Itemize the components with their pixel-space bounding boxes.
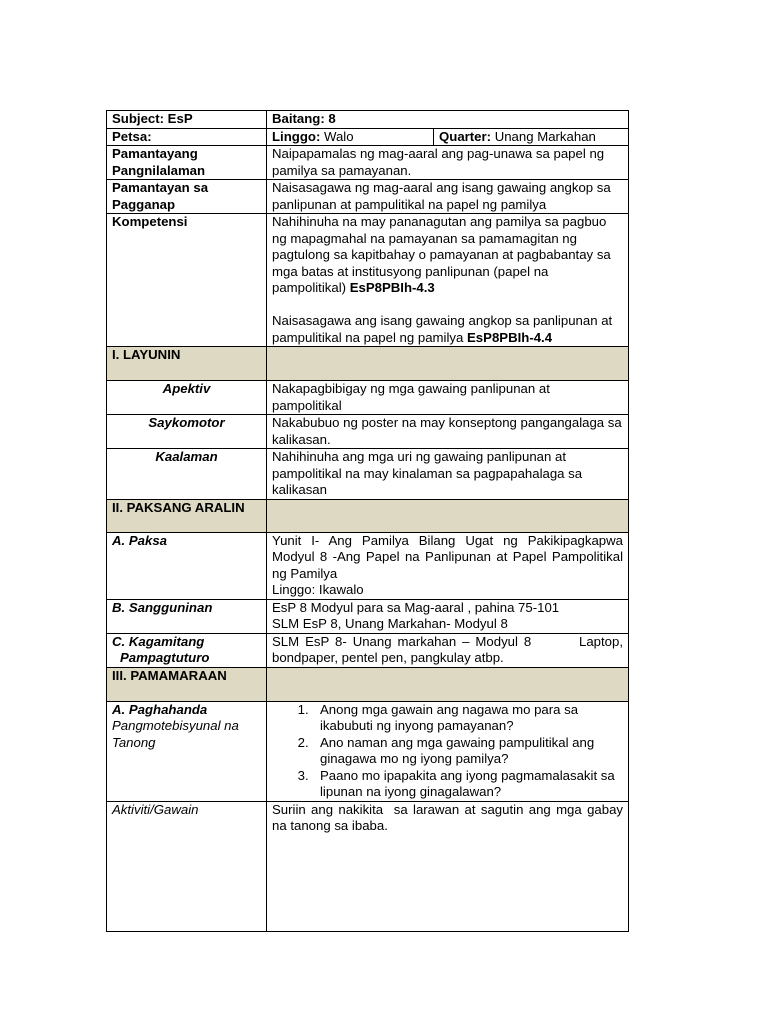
kompetensi-label: Kompetensi	[107, 214, 267, 347]
paksang-aralin-heading: II. PAKSANG ARALIN	[107, 499, 267, 532]
pamantayan-sa-pagganap-label	[107, 180, 267, 214]
kompetensi-text	[267, 214, 629, 347]
layunin-heading-blank	[267, 347, 629, 381]
paksa-row	[107, 532, 629, 599]
sanggunian-row	[107, 599, 629, 633]
quarter-value: Unang Markahan	[491, 128, 596, 144]
kompetensi-text-1: Nahihinuha na may pananagutan ang pamilya sa pagbuo ng mapagmahal na pamayanan sa pamamagitan ng pagtulong sa kapitbahay o pamayanan at pagbabantay sa mga batas at institusyong panlipunan (papel na pampolitikal)	[272, 214, 611, 295]
question-item: 1. Anong mga gawain ang nagawa mo para sa ikabubuti ng inyong pamayanan?	[316, 702, 623, 735]
header-row-1	[107, 111, 629, 129]
paksa-line-1: Yunit I- Ang Pamilya Bilang Ugat ng Pakikipagkapwa Modyul 8 -Ang Papel na Panlipunan at Papel Pampolitikal ng Pamilya	[272, 532, 623, 581]
paghahanda-label-cell	[107, 701, 267, 801]
pamamaraan-heading: III. PAMAMARAAN	[107, 667, 267, 701]
paghahanda-sub: Pangmotebisyunal na Tanong	[112, 718, 239, 750]
paksang-aralin-heading-blank	[267, 499, 629, 532]
paksa-label: A. Paksa	[107, 532, 267, 599]
kompetensi-code-1: EsP8PBIh-4.3	[349, 280, 435, 295]
kagamitan-label	[107, 633, 267, 667]
question-item: 2. Ano naman ang mga gawaing pampulitikal ang ginagawa mo ng iyong pamilya?	[316, 735, 623, 768]
question-item: 3. Paano mo ipapakita ang iyong pagmamalasakit sa lipunan na iyong ginagalawan?	[316, 768, 623, 801]
saykomotor-row	[107, 415, 629, 449]
linggo-value: Walo	[320, 128, 354, 144]
pamantayan-sa-pagganap-text: Naisasagawa ng mag-aaral ang isang gawaing angkop sa panlipunan at pampulitikal na papel ng pamilya	[267, 180, 629, 214]
quarter-label: Quarter:	[439, 128, 492, 144]
quarter-cell	[434, 128, 629, 146]
paksa-text	[267, 532, 629, 599]
questions-list	[272, 702, 623, 801]
petsa-cell: Petsa:	[107, 128, 267, 146]
sanggunian-line-2: SLM EsP 8, Unang Markahan- Modyul 8	[272, 616, 508, 631]
label-line: C. Kagamitang	[112, 633, 205, 649]
label-line: Pamantayan sa	[112, 180, 209, 195]
sanggunian-line-1: EsP 8 Modyul para sa Mag-aaral , pahina 75-101	[272, 599, 560, 615]
sanggunian-label: B. Sangguninan	[107, 599, 267, 633]
pamamaraan-heading-blank	[267, 667, 629, 701]
header-row-2	[107, 128, 629, 146]
kaalaman-row	[107, 449, 629, 500]
apektiv-label: Apektiv	[107, 381, 267, 415]
paksa-line-2: Linggo: Ikawalo	[272, 582, 364, 597]
paksang-aralin-heading-row	[107, 499, 629, 532]
baitang-cell: Baitang: 8	[267, 111, 629, 129]
kompetensi-row	[107, 214, 629, 347]
saykomotor-label: Saykomotor	[107, 415, 267, 449]
apektiv-row	[107, 381, 629, 415]
pamantayan-sa-pagganap-row	[107, 180, 629, 214]
subject-cell: Subject: EsP	[107, 111, 267, 129]
pamantayang-pangnilalaman-row	[107, 146, 629, 180]
saykomotor-text: Nakabubuo ng poster na may konseptong pangangalaga sa kalikasan.	[267, 415, 629, 449]
sanggunian-text	[267, 599, 629, 633]
kagamitan-row	[107, 633, 629, 667]
label-line: Pangnilalaman	[112, 162, 206, 178]
aktiviti-text: Suriin ang nakikita sa larawan at sagutin ang mga gabay na tanong sa ibaba.	[267, 801, 629, 931]
pamamaraan-heading-row	[107, 667, 629, 701]
label-line: Pagganap	[112, 196, 176, 212]
pamantayang-pangnilalaman-label	[107, 146, 267, 180]
label-line: Pampagtuturo	[120, 650, 210, 665]
kagamitan-text: SLM EsP 8- Unang markahan – Modyul 8 Laptop, bondpaper, pentel pen, pangkulay atbp.	[267, 633, 629, 667]
linggo-cell	[267, 128, 434, 146]
layunin-heading-row	[107, 347, 629, 381]
lesson-plan-table	[106, 110, 629, 932]
kompetensi-code-2: EsP8PBIh-4.4	[467, 329, 553, 345]
aktiviti-row	[107, 801, 629, 931]
layunin-heading: I. LAYUNIN	[107, 347, 267, 381]
kaalaman-label: Kaalaman	[107, 449, 267, 500]
apektiv-text: Nakapagbibigay ng mga gawaing panlipunan at pampolitikal	[267, 381, 629, 415]
aktiviti-label: Aktiviti/Gawain	[107, 801, 267, 931]
questions-cell	[267, 701, 629, 801]
kaalaman-text: Nahihinuha ang mga uri ng gawaing panlipunan at pampolitikal na may kinalaman sa pagpapahalaga sa kalikasan	[267, 449, 629, 500]
paghahanda-label: A. Paghahanda	[112, 701, 208, 717]
label-line: Pamantayang	[112, 146, 198, 161]
paghahanda-row	[107, 701, 629, 801]
linggo-label: Linggo:	[272, 128, 321, 144]
kompetensi-text-2: Naisasagawa ang isang gawaing angkop sa panlipunan at pampulitikal na papel ng pamilya	[272, 313, 613, 345]
pamantayang-pangnilalaman-text: Naipapamalas ng mag-aaral ang pag-unawa sa papel ng pamilya sa pamayanan.	[267, 146, 629, 180]
